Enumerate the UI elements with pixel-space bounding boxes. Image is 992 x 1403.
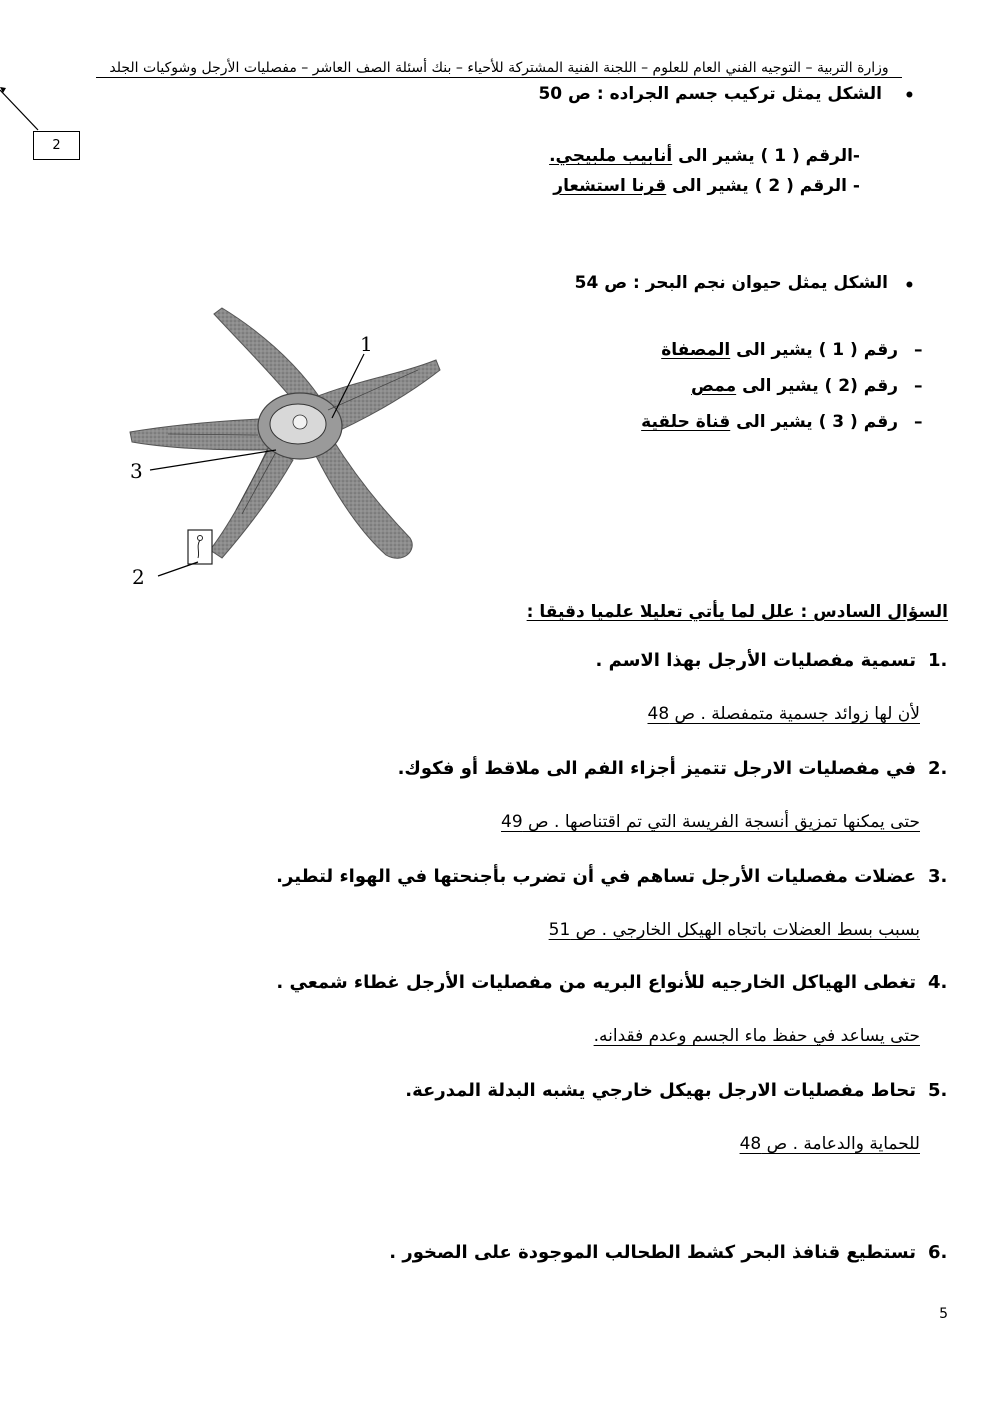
q-item-5-answer: للحماية والدعامة . ص 48 <box>739 1134 920 1154</box>
starfish-title: الشكل يمثل حيوان نجم البحر : ص 54 <box>574 273 888 293</box>
dash-1: – <box>914 340 923 360</box>
page-number: 5 <box>939 1306 948 1322</box>
locust-item-2-answer: قرنا استشعار <box>553 176 667 196</box>
q-item-5-text: تحاط مفصليات الارجل بهيكل خارجي يشبه البدلة المدرعة. <box>405 1080 916 1101</box>
starfish-item-2 <box>691 376 898 396</box>
question6-heading: السؤال السادس : علل لما يأتي تعليلا علميا دقيقا : <box>526 602 948 622</box>
leader-line-3 <box>150 450 276 470</box>
q-item-5-num: 5. <box>928 1080 948 1101</box>
starfish-item-1 <box>661 340 898 360</box>
q-item-4-text: تغطى الهياكل الخارجيه للأنواع البريه من مفصليات الأرجل غطاء شمعي . <box>276 972 916 993</box>
starfish-item-3-answer: قناة حلقية <box>641 412 731 432</box>
q-item-3-num: 3. <box>928 866 948 887</box>
page-header: وزارة التربية – التوجيه الفني العام للعلوم – اللجنة الفنية المشتركة للأحياء – بنك أسئلة الصف العاشر – مفصليات الأرجل وشوكيات الجلد <box>96 60 902 78</box>
starfish-item-2-answer: ممص <box>691 376 737 396</box>
q-item-3-answer: بسبب بسط العضلات باتجاه الهيكل الخارجي . ص 51 <box>548 920 920 940</box>
starfish-item-1-prefix: رقم ( 1 ) يشير الى <box>730 340 898 360</box>
q-item-6-num: 6. <box>928 1242 948 1263</box>
starfish-item-3 <box>641 412 898 432</box>
figure-label-1: 1 <box>360 332 373 356</box>
locust-item-2-prefix: - الرقم ( 2 ) يشير الى <box>666 176 860 196</box>
locust-title: الشكل يمثل تركيب جسم الجراده : ص 50 <box>538 84 882 104</box>
q-item-4-num: 4. <box>928 972 948 993</box>
starfish-item-3-prefix: رقم ( 3 ) يشير الى <box>730 412 898 432</box>
q-item-4-answer: حتى يساعد في حفظ ماء الجسم وعدم فقدانه. <box>593 1026 920 1046</box>
corner-arrow <box>0 84 60 134</box>
q-item-2-answer: حتى يمكنها تمزيق أنسجة الفريسة التي تم اقتناصها . ص 49 <box>501 812 920 832</box>
starfish-body <box>130 308 440 564</box>
starfish-item-1-answer: المصفاة <box>661 340 731 360</box>
locust-item-1-answer: أنابيب ملبيجي. <box>549 146 673 166</box>
locust-item-1-prefix: -الرقم ( 1 ) يشير الى <box>672 146 860 166</box>
q-item-1-num: 1. <box>928 650 948 671</box>
locust-item-1 <box>549 146 860 166</box>
q-item-1-answer: لأن لها زوائد جسمية متمفصلة . ص 48 <box>647 704 920 724</box>
corner-box-label: 2 <box>33 131 80 160</box>
q-item-2-text: في مفصليات الارجل تتميز أجزاء الفم الى ملاقط أو فكوك. <box>397 758 916 779</box>
q-item-2-num: 2. <box>928 758 948 779</box>
dash-2: – <box>914 376 923 396</box>
leader-line-2 <box>158 562 198 576</box>
figure-label-3: 3 <box>130 459 143 483</box>
locust-item-2 <box>553 176 860 196</box>
starfish-item-2-prefix: رقم (2 ) يشير الى <box>736 376 898 396</box>
starfish-figure <box>118 300 470 595</box>
q-item-1-text: تسمية مفصليات الأرجل بهذا الاسم . <box>595 650 916 671</box>
figure-label-2: 2 <box>132 565 145 589</box>
dash-3: – <box>914 412 923 432</box>
bullet-locust: • <box>904 86 915 106</box>
q-item-6-text: تستطيع قنافذ البحر كشط الطحالب الموجودة على الصخور . <box>389 1242 916 1263</box>
bullet-starfish: • <box>904 276 915 296</box>
q-item-3-text: عضلات مفصليات الأرجل تساهم في أن تضرب بأجنحتها في الهواء لتطير. <box>276 866 916 887</box>
